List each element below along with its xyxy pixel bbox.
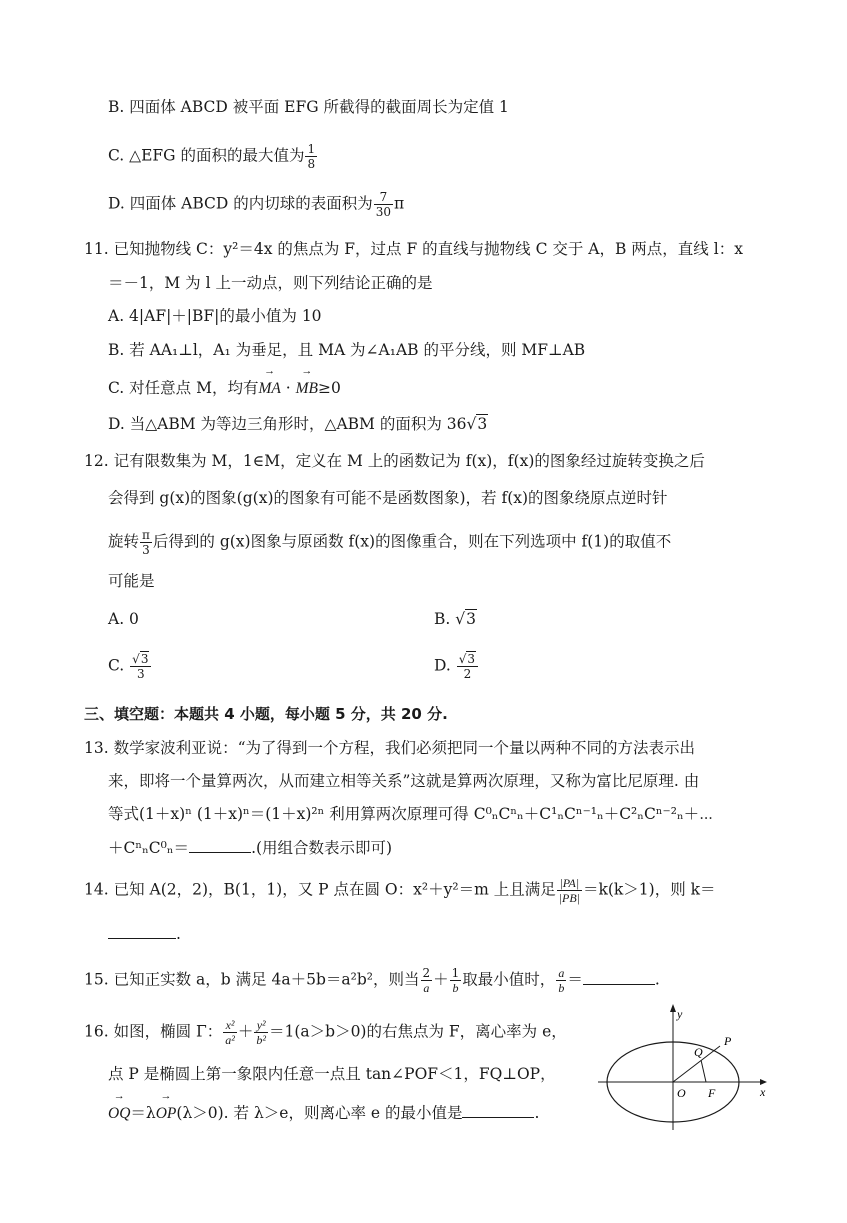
q11-option-d-text: D. 当△ABM 为等边三角形时，△ABM 的面积为 36 bbox=[108, 415, 467, 433]
q16-stem-line3 bbox=[108, 1101, 539, 1125]
q12-option-d-letter: D. bbox=[434, 656, 456, 675]
q16-stem-start: 16. 如图，椭圆 Γ： bbox=[84, 1022, 223, 1041]
q10-option-c bbox=[108, 142, 318, 171]
q12-option-d-fraction bbox=[457, 652, 478, 681]
q15-stem bbox=[84, 966, 660, 995]
q10-option-d-fraction bbox=[374, 190, 393, 219]
pi-symbol: π bbox=[394, 194, 405, 213]
q16-period: . bbox=[534, 1104, 540, 1122]
vector-op: → OP bbox=[156, 1103, 177, 1125]
q10-option-d-text: D. 四面体 ABCD 的内切球的表面积为 bbox=[108, 194, 373, 213]
q15-stem-mid: 取最小值时， bbox=[462, 970, 556, 989]
fraction-denominator: 2 bbox=[463, 667, 472, 681]
q13-instruction: .(用组合数表示即可) bbox=[251, 839, 393, 857]
q16-stem-line2: 点 P 是椭圆上第一象限内任意一点且 tan∠POF＜1，FQ⊥OP， bbox=[108, 1065, 556, 1083]
fraction-denominator: 3 bbox=[142, 543, 150, 557]
q12-option-b-letter: B. bbox=[434, 610, 456, 628]
sqrt-radicand: 3 bbox=[467, 652, 476, 666]
q10-option-c-text: C. △EFG 的面积的最大值为 bbox=[108, 146, 305, 165]
q16-stem-line1-end: ＝1(a＞b＞0)的右焦点为 F，离心率为 e， bbox=[269, 1022, 567, 1041]
q14-stem-start: 14. 已知 A(2，2)，B(1，1)，又 P 点在圆 O：x²＋y²＝m 上且满足 bbox=[84, 880, 556, 899]
q12-option-b: B. √3 bbox=[434, 610, 477, 628]
q16-stem-line3-text: (λ＞0). 若 λ＞e，则离心率 e 的最小值是 bbox=[176, 1104, 463, 1122]
fraction-numerator: √3 bbox=[457, 652, 478, 667]
q10-option-c-fraction bbox=[305, 142, 317, 171]
q12-stem-line3-end: 后得到的 g(x)图象与原函数 f(x)的图像重合，则在下列选项中 f(1)的取值不 bbox=[152, 532, 672, 551]
q15-period: . bbox=[654, 970, 660, 989]
y-axis-arrow bbox=[670, 1004, 676, 1012]
q13-stem-line2: 来，即将一个量算两次，从而建立相等关系”这就是算两次原理，又称为富比尼原理. 由 bbox=[108, 772, 700, 790]
fraction-denominator: b bbox=[452, 981, 459, 995]
q11-option-c-inequality: ≥0 bbox=[318, 379, 341, 397]
q14-ratio-fraction bbox=[557, 876, 582, 905]
q12-stem-line2: 会得到 g(x)的图象(g(x)的图象有可能不是函数图象)，若 f(x)的图象绕原点逆时针 bbox=[108, 489, 668, 507]
q10-option-d bbox=[108, 190, 404, 219]
label-o: O bbox=[677, 1086, 686, 1100]
q15-fraction-1-over-b bbox=[450, 966, 462, 995]
q11-stem-line2: ＝－1，M 为 l 上一动点，则下列结论正确的是 bbox=[108, 274, 433, 292]
equals-sign: ＝ bbox=[567, 970, 583, 989]
q11-option-c-text: C. 对任意点 M，均有 bbox=[108, 379, 259, 397]
q10-option-b: B. 四面体 ABCD 被平面 EFG 所截得的截面周长为定值 1 bbox=[108, 98, 509, 116]
q12-stem-line4: 可能是 bbox=[108, 572, 155, 590]
fraction-numerator: 1 bbox=[307, 142, 316, 156]
fraction-denominator: a bbox=[423, 981, 430, 995]
q16-stem-line1 bbox=[84, 1018, 567, 1047]
fraction-numerator: x² bbox=[223, 1018, 237, 1033]
q15-stem-start: 15. 已知正实数 a，b 满足 4a＋5b＝a²b²，则当 bbox=[84, 970, 420, 989]
q12-option-c-letter: C. bbox=[108, 656, 130, 675]
vector-mb: → MB bbox=[296, 378, 318, 400]
fraction-numerator: y² bbox=[254, 1018, 268, 1033]
q14-answer-line bbox=[108, 922, 181, 945]
fraction-denominator: b bbox=[558, 981, 565, 995]
fraction-numerator: 1 bbox=[451, 966, 460, 980]
fraction-denominator: b² bbox=[256, 1033, 266, 1047]
q13-answer-blank[interactable] bbox=[189, 836, 251, 853]
q14-answer-blank[interactable] bbox=[108, 922, 176, 939]
dot-operator: · bbox=[280, 379, 296, 397]
fraction-numerator: √3 bbox=[130, 652, 151, 667]
q12-option-c bbox=[108, 652, 152, 681]
q12-option-c-fraction bbox=[130, 652, 151, 681]
q15-fraction-a-over-b bbox=[556, 966, 566, 995]
q13-sum-end: ＋CⁿₙC⁰ₙ＝ bbox=[108, 839, 190, 857]
q12-pi-over-3 bbox=[140, 528, 152, 557]
plus-sign: ＋ bbox=[433, 970, 449, 989]
vector-ma: → MA bbox=[258, 378, 280, 400]
sqrt-radicand: 3 bbox=[466, 610, 477, 628]
q12-option-a: A. 0 bbox=[108, 610, 139, 628]
fraction-numerator: 7 bbox=[374, 190, 393, 205]
q14-stem-line1 bbox=[84, 876, 716, 905]
label-y: y bbox=[677, 1007, 683, 1021]
q11-option-b: B. 若 AA₁⊥l，A₁ 为垂足，且 MA 为∠A₁AB 的平分线，则 MF⊥AB bbox=[108, 341, 586, 359]
q11-stem-line1: 11. 已知抛物线 C：y²＝4x 的焦点为 F，过点 F 的直线与抛物线 C 交于 A，B 两点，直线 l：x bbox=[84, 240, 743, 258]
fraction-numerator: |PA| bbox=[557, 876, 582, 891]
fraction-numerator: 2 bbox=[422, 966, 431, 980]
fraction-denominator: |PB| bbox=[558, 891, 580, 905]
vector-oq: → OQ bbox=[108, 1103, 130, 1125]
fraction-denominator: a² bbox=[225, 1033, 235, 1047]
fraction-numerator: a bbox=[558, 966, 565, 980]
q15-fraction-2-over-a bbox=[421, 966, 433, 995]
q11-option-d: D. 当△ABM 为等边三角形时，△ABM 的面积为 36√3 bbox=[108, 415, 488, 433]
label-q: Q bbox=[694, 1045, 703, 1059]
ellipse-figure bbox=[590, 1000, 775, 1135]
q15-answer-blank[interactable] bbox=[583, 968, 655, 985]
q12-stem-line1: 12. 记有限数集为 M，1∈M，定义在 M 上的函数记为 f(x)，f(x)的图象经过旋转变换之后 bbox=[84, 452, 705, 470]
label-f: F bbox=[708, 1086, 716, 1100]
sqrt-radicand: 3 bbox=[140, 652, 149, 666]
q16-lambda: ＝λ bbox=[130, 1104, 156, 1122]
q13-stem-line1: 13. 数学家波利亚说：“为了得到一个方程，我们必须把同一个量以两种不同的方法表示出 bbox=[84, 739, 696, 757]
label-x: x bbox=[760, 1085, 766, 1099]
q11-option-a: A. 4|AF|＋|BF|的最小值为 10 bbox=[108, 307, 322, 325]
section-heading-fill-in: 三、填空题：本题共 4 小题，每小题 5 分，共 20 分. bbox=[84, 705, 448, 723]
segment-fq bbox=[701, 1060, 706, 1082]
q16-fraction-y2-over-b2 bbox=[254, 1018, 268, 1047]
q14-period: . bbox=[176, 925, 181, 943]
sqrt-radicand: 3 bbox=[477, 415, 488, 433]
q14-stem-end: ＝k(k＞1)，则 k＝ bbox=[582, 880, 716, 899]
fraction-denominator: 8 bbox=[307, 157, 316, 171]
fraction-denominator: 30 bbox=[375, 205, 392, 219]
q12-stem-line3 bbox=[108, 528, 671, 557]
label-p: P bbox=[724, 1034, 732, 1048]
plus-sign: ＋ bbox=[237, 1022, 254, 1041]
fraction-denominator: 3 bbox=[137, 667, 145, 681]
q13-stem-line3: 等式(1＋x)ⁿ (1＋x)ⁿ＝(1＋x)²ⁿ 利用算两次原理可得 C⁰ₙCⁿₙ＋C¹ₙCⁿ⁻¹ₙ＋C²ₙCⁿ⁻²ₙ＋⋯ bbox=[108, 805, 714, 823]
fraction-numerator: π bbox=[142, 528, 150, 542]
q11-option-c bbox=[108, 377, 341, 400]
q16-fraction-x2-over-a2 bbox=[223, 1018, 237, 1047]
q12-option-d bbox=[434, 652, 479, 681]
q12-stem-line3-start: 旋转 bbox=[108, 532, 140, 551]
q13-stem-line4 bbox=[108, 836, 392, 859]
q16-answer-blank[interactable] bbox=[462, 1101, 534, 1118]
